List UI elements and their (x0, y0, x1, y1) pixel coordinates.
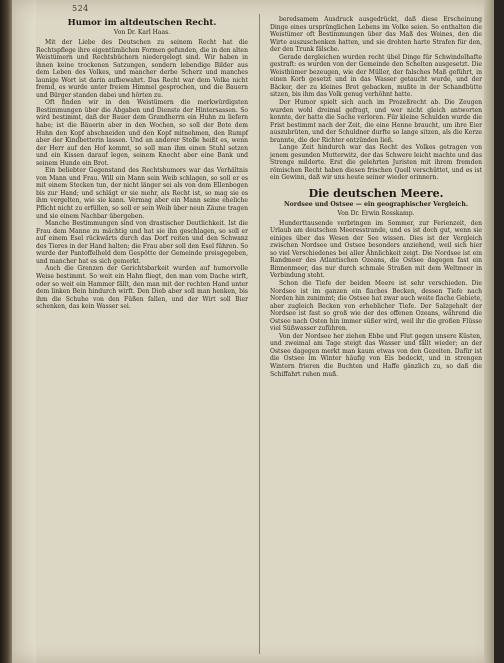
article1-author: Von Dr. Karl Haas. (113, 29, 171, 36)
paragraph: beredsamem Ausdruck ausgedrückt, daß diese Erscheinung Dinge eines ursprünglichen Lebens im Volke seien. So enthalten die Weistümer oft Bestimmungen über das Maß des Weines, den die Wirte auszuschenken hatten, und sie drohten harte Strafen für den, der den Trunk fälsche. (270, 16, 482, 54)
paragraph: Gerade dergleichen wurden recht übel Dinge für Schwindelhafte gestraft: es wurden von der Gemeinde den Schelten ausgesetzt. Die Weisthümer bezeugen, wie der Müller, der falsches Maß geführt, in einen Korb gesetzt und in das Wasser getaucht wurde, und der Bäcker, der zu kleines Brot gebacken, mußte in der Schandbütte sitzen, bis ihm das Volk genug verhöhnt hatte. (270, 53, 482, 99)
paragraph: Ein beliebter Gegenstand des Rechtshumors war das Verhältnis von Mann und Frau. Will ein Mann sein Weib schlagen, so soll er es mit einem Stecken tun, der nicht länger sei als von dem Ellenbogen bis zur Hand; und schlägt er sie mehr, als Recht ist, so mag sie es ihm vergelten, wie sie kann. Vermag aber ein Mann seine eheliche Pflicht nicht zu erfüllen, so soll er sein Weib über neun Zäune tragen und sie einem Nachbar übergeben. (36, 167, 248, 220)
left-column (36, 16, 248, 311)
book-page (12, 0, 494, 663)
column-divider (259, 14, 260, 654)
paragraph: Hunderttausende verbringen im Sommer, zur Ferienzeit, den Urlaub am deutschen Meeresstrande, und es ist doch gut, wenn sie einiges über das Wesen der See wissen. Dies ist der Vergleich zwischen Nordsee und Ostsee besonders anziehend, weil sich hier so viel Verschiedenes bei aller Ähnlichkeit zeigt. Die Nordsee ist ein Randmeer des Atlantischen Ozeans, die Ostsee dagegen fast ein Binnenmeer, das nur durch schmale Straßen mit dem Weltmeer in Verbindung steht. (270, 219, 482, 280)
paragraph: Oft finden wir in den Weistümern die merkwürdigsten Bestimmungen über die Abgaben und Dienste der Hintersassen. So wird bestimmt, daß der Bauer dem Grundherrn ein Huhn zu liefern habe; ist die Bäuerin aber in den Wochen, so soll der Bote dem Huhn den Kopf abschneiden und den Kopf mitnehmen, den Rumpf aber der Kindbetterin lassen. Und an anderer Stelle heißt es, wenn der Herr auf den Hof kommt, so soll man ihm einen Stuhl setzen und ein Kissen darauf legen, seinem Knecht aber eine Bank und seinem Hunde ein Brot. (36, 99, 248, 167)
page-edge (484, 0, 494, 663)
paragraph: Von der Nordsee her ziehen Ebbe und Flut gegen unsere Küsten, und zweimal am Tage steigt das Wasser und fällt wieder; an der Ostsee dagegen merkt man kaum etwas von den Gezeiten. Dafür ist die Ostsee im Winter häufig von Eis bedeckt, und in strengen Wintern frieren die Buchten und Haffe gänzlich zu, so daß die Schiffahrt ruhen muß. (270, 332, 482, 378)
paragraph: Auch die Grenzen der Gerichtsbarkeit wurden auf humorvolle Weise bestimmt. So weit ein Hahn fliegt, den man vom Dache wirft, oder so weit ein Hammer fällt, den man mit der rechten Hand unter dem linken Bein hindurch wirft. Den Dieb aber soll man henken, bis ihm die Schuhe von den Füßen fallen, und der Wirt soll Bier schenken, das kein Wasser sei. (36, 265, 248, 311)
article2-title: Die deutschen Meere. (308, 187, 444, 201)
article1-body (36, 39, 248, 311)
book-spine (0, 0, 12, 663)
paragraph: Mit der Liebe des Deutschen zu seinem Recht hat die Rechtspflege ihre eigentümlichen Formen gefunden, die in den alten Weistümern und Rechtsbüchern niedergelegt sind. Wir haben in ihnen keine trockenen Satzungen, sondern lebendige Bilder aus dem Leben des Volkes, und mancher derbe Scherz und manches launige Wort ist darin aufbewahrt. Das Recht war dem Volke nicht fremd, es wurde unter freiem Himmel gesprochen, und die Bauern und Bürger standen dabei und hörten zu. (36, 39, 248, 99)
article2-author: Von Dr. Erwin Rosskamp. (337, 209, 415, 217)
paragraph: Manche Bestimmungen sind von drastischer Deutlichkeit. Ist die Frau dem Manne zu mächtig und hat sie ihn geschlagen, so soll er auf einem Esel rückwärts durch das Dorf reiten und den Schwanz des Tieres in der Hand halten; die Frau aber soll den Esel führen. So wurde der Pantoffelheld dem Gespötte der Gemeinde preisgegeben, und mancher hat es sich gemerkt. (36, 220, 248, 265)
article1-continued (270, 16, 482, 182)
gutter-shade (26, 0, 36, 663)
page-number: 524 (72, 4, 89, 13)
right-column (270, 16, 482, 378)
article2-subtitle: Nordsee und Ostsee — ein geographischer Vergleich. (284, 201, 468, 209)
paragraph: Der Humor spielt sich auch im Prozeßrecht ab. Die Zeugen wurden wohl dreimal gefragt, und wer nicht gleich antworten konnte, der hatte die Sache verloren. Für kleine Schulden wurde die Frist bestimmt nach der Zeit, die eine Henne braucht, um ihre Eier auszubrüten, und der Schuldner durfte so lange sitzen, als die Kerze brannte, die der Richter entzünden ließ. (270, 99, 482, 144)
article1-title: Humor im altdeutschen Recht. (67, 18, 217, 28)
paragraph: Lange Zeit hindurch war das Recht des Volkes getragen von jenem gesunden Mutterwitz, der das Schwere leicht machte und das Strenge milderte. Erst die gelehrten Juristen mit ihrem fremden römischen Recht haben diesen frischen Quell verschüttet, und es ist ein Gewinn, daß wir uns heute seiner wieder erinnern. (270, 144, 482, 182)
article2-body (270, 220, 482, 378)
paragraph: Schon die Tiefe der beiden Meere ist sehr verschieden. Die Nordsee ist im ganzen ein flaches Becken, dessen Tiefe nach Norden hin zunimmt; die Ostsee hat zwar auch weite flache Gebiete, aber zugleich Becken von erheblicher Tiefe. Der Salzgehalt der Nordsee ist fast so groß wie der des offenen Ozeans, während die Ostsee nach Osten hin immer süßer wird, weil ihr die großen Flüsse viel Süßwasser zuführen. (270, 280, 482, 333)
